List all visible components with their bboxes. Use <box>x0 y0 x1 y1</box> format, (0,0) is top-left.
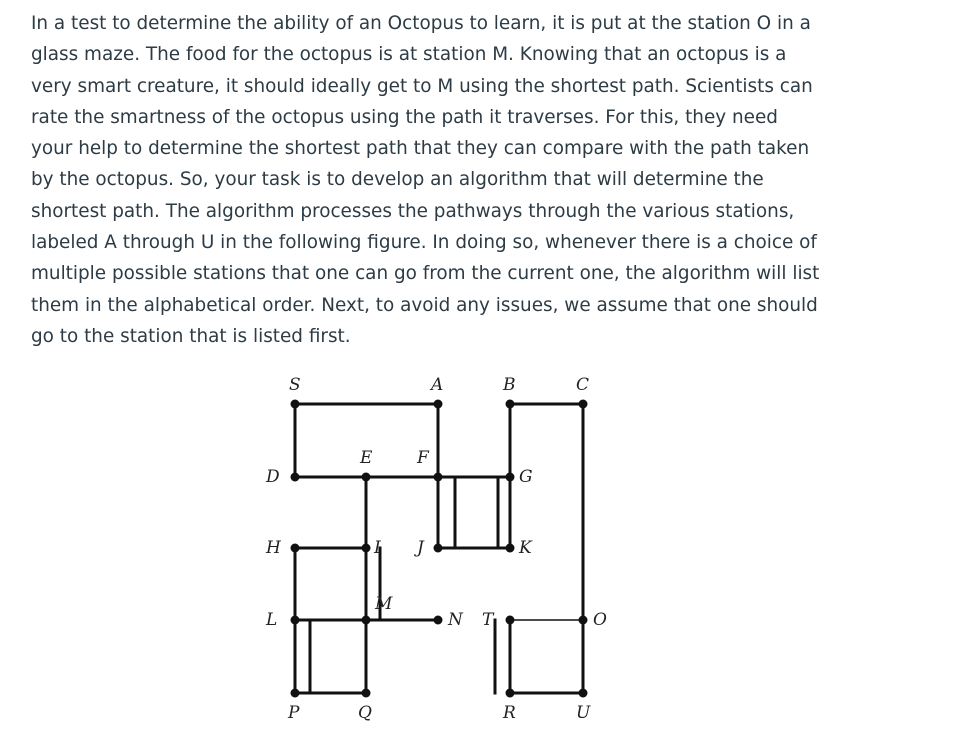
station-a <box>434 400 443 409</box>
problem-line: your help to determine the shortest path that they can compare with the path taken <box>31 138 810 160</box>
label-u: U <box>576 703 591 723</box>
problem-line: In a test to determine the ability of an Octopus to learn, it is put at the station O in a <box>31 13 811 34</box>
label-m: M <box>375 594 393 614</box>
label-s: S <box>289 375 301 395</box>
station-i <box>362 544 371 553</box>
station-h <box>291 544 300 553</box>
problem-line: glass maze. The food for the octopus is at station M. Knowing that an octopus is a <box>31 44 787 66</box>
station-c <box>579 400 588 409</box>
label-h: H <box>266 538 281 558</box>
label-r: R <box>503 703 516 723</box>
station-g <box>506 473 515 482</box>
station-r <box>506 689 515 698</box>
label-c: C <box>576 375 590 395</box>
problem-line: them in the alphabetical order. Next, to avoid any issues, we assume that one should <box>31 294 818 316</box>
station-k <box>506 544 515 553</box>
station-s <box>291 400 300 409</box>
problem-line: shortest path. The algorithm processes the pathways through the various stations, <box>31 200 795 222</box>
station-o <box>579 616 588 625</box>
label-f: F <box>417 448 429 468</box>
problem-line: rate the smartness of the octopus using the path it traverses. For this, they need <box>31 106 778 128</box>
station-m <box>362 616 371 625</box>
label-p: P <box>288 703 300 723</box>
label-a: A <box>431 375 444 395</box>
problem-line: go to the station that is listed first. <box>31 325 351 347</box>
label-e: E <box>360 448 373 468</box>
label-l: L <box>266 610 278 630</box>
station-f <box>434 473 443 482</box>
label-n: N <box>448 610 463 630</box>
label-t: T <box>482 610 494 630</box>
problem-line: multiple possible stations that one can go from the current one, the algorithm will list <box>31 263 820 285</box>
station-d <box>291 473 300 482</box>
label-o: O <box>593 610 607 630</box>
station-j <box>434 544 443 553</box>
label-q: Q <box>358 703 372 723</box>
label-j: J <box>417 538 424 558</box>
label-b: B <box>503 375 516 395</box>
problem-line: very smart creature, it should ideally get to M using the shortest path. Scientists can <box>31 75 813 97</box>
station-e <box>362 473 371 482</box>
label-k: K <box>519 538 532 558</box>
station-b <box>506 400 515 409</box>
station-l <box>291 616 300 625</box>
label-i: I <box>374 538 381 558</box>
label-d: D <box>266 467 280 487</box>
station-u <box>579 689 588 698</box>
station-t <box>506 616 515 625</box>
problem-line: by the octopus. So, your task is to develop an algorithm that will determine the <box>31 169 764 191</box>
station-p <box>291 689 300 698</box>
station-n <box>434 616 443 625</box>
problem-line: labeled A through U in the following figure. In doing so, whenever there is a choice of <box>31 232 817 254</box>
station-q <box>362 689 371 698</box>
label-g: G <box>519 467 533 487</box>
